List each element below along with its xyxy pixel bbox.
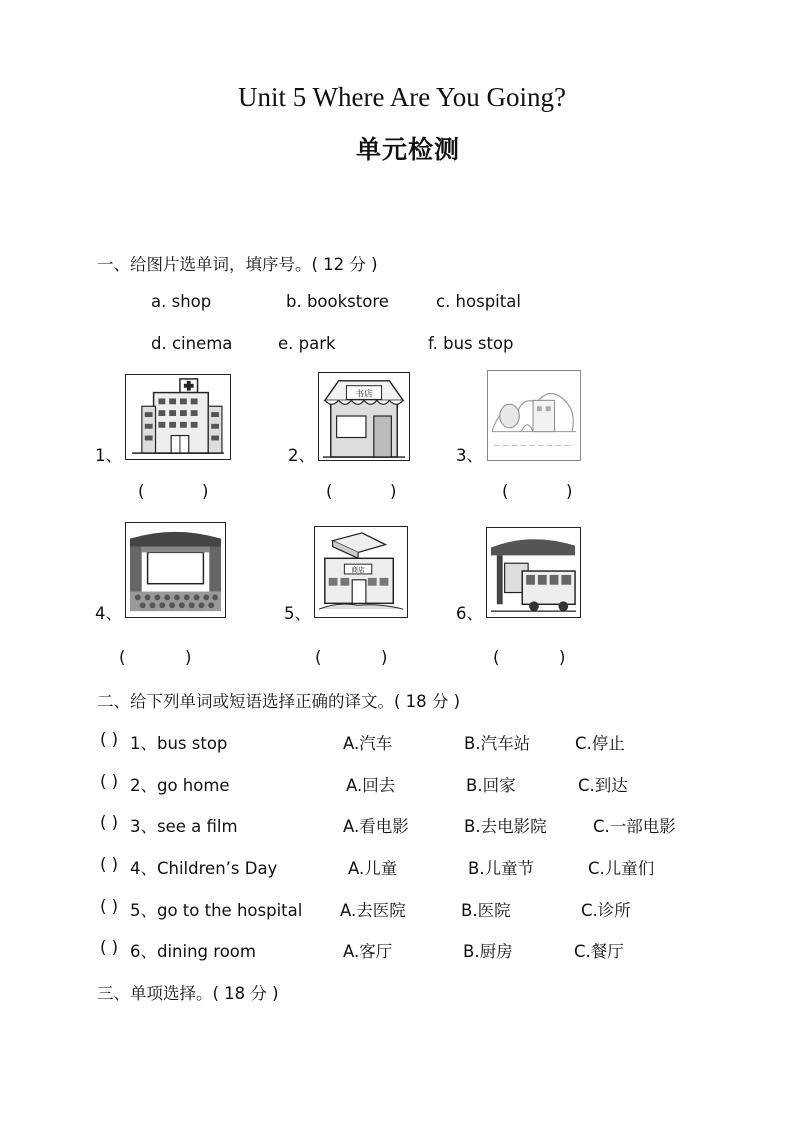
translation-option-6a: A.客厅 bbox=[343, 942, 393, 961]
translation-term-2: 2、go home bbox=[130, 776, 230, 795]
item-number-6: 6、 bbox=[456, 604, 483, 623]
section3-heading: 三、单项选择。( 18 分 ) bbox=[97, 984, 279, 1003]
translation-option-2a: A.回去 bbox=[346, 776, 396, 795]
section2-heading: 二、给下列单词或短语选择正确的译文。( 18 分 ) bbox=[97, 692, 461, 711]
word-option-c: c. hospital bbox=[436, 292, 521, 311]
bookstore-sign: 书店 bbox=[355, 389, 373, 400]
translation-option-3b: B.去电影院 bbox=[464, 817, 547, 836]
item-number-1: 1、 bbox=[95, 446, 122, 465]
word-option-f: f. bus stop bbox=[428, 334, 514, 353]
translation-option-6c: C.餐厅 bbox=[574, 942, 624, 961]
word-option-d: d. cinema bbox=[151, 334, 233, 353]
translation-option-1a: A.汽车 bbox=[343, 734, 393, 753]
item-number-5: 5、 bbox=[284, 604, 311, 623]
translation-term-6: 6、dining room bbox=[130, 942, 256, 961]
translation-option-2b: B.回家 bbox=[466, 776, 516, 795]
word-option-b: b. bookstore bbox=[286, 292, 389, 311]
translation-option-1b: B.汽车站 bbox=[464, 734, 531, 753]
translation-option-5c: C.诊所 bbox=[581, 901, 631, 920]
translation-term-5: 5、go to the hospital bbox=[130, 901, 303, 920]
translation-term-1: 1、bus stop bbox=[130, 734, 228, 753]
page-title: Unit 5 Where Are You Going? bbox=[238, 82, 566, 112]
shop-sign: 商店 bbox=[351, 566, 365, 574]
bus-stop-icon bbox=[486, 527, 581, 618]
hospital-icon bbox=[125, 374, 231, 460]
translation-option-4b: B.儿童节 bbox=[468, 859, 535, 878]
page-subtitle: 单元检测 bbox=[355, 135, 460, 164]
translation-blank-6[interactable]: ( ) bbox=[100, 938, 119, 957]
translation-option-2c: C.到达 bbox=[578, 776, 628, 795]
translation-option-5a: A.去医院 bbox=[340, 901, 406, 920]
translation-option-5b: B.医院 bbox=[461, 901, 511, 920]
translation-term-3: 3、see a film bbox=[130, 817, 238, 836]
park-icon bbox=[487, 370, 581, 461]
translation-option-4c: C.儿童们 bbox=[588, 859, 655, 878]
cinema-icon bbox=[125, 522, 226, 618]
translation-option-3c: C.一部电影 bbox=[593, 817, 676, 836]
translation-blank-4[interactable]: ( ) bbox=[100, 855, 119, 874]
answer-blank-4[interactable]: ( ) bbox=[119, 648, 192, 667]
item-number-4: 4、 bbox=[95, 604, 122, 623]
answer-blank-6[interactable]: ( ) bbox=[493, 648, 566, 667]
item-number-3: 3、 bbox=[456, 446, 483, 465]
section1-heading: 一、给图片选单词，填序号。( 12 分 ) bbox=[97, 255, 378, 274]
translation-blank-2[interactable]: ( ) bbox=[100, 772, 119, 791]
item-number-2: 2、 bbox=[288, 446, 315, 465]
answer-blank-3[interactable]: ( ) bbox=[502, 482, 573, 501]
translation-term-4: 4、Children’s Day bbox=[130, 859, 278, 878]
translation-option-1c: C.停止 bbox=[575, 734, 625, 753]
translation-blank-3[interactable]: ( ) bbox=[100, 813, 119, 832]
word-option-e: e. park bbox=[278, 334, 336, 353]
translation-option-3a: A.看电影 bbox=[343, 817, 409, 836]
answer-blank-1[interactable]: ( ) bbox=[138, 482, 209, 501]
word-option-a: a. shop bbox=[151, 292, 212, 311]
translation-option-6b: B.厨房 bbox=[463, 942, 513, 961]
answer-blank-2[interactable]: ( ) bbox=[326, 482, 397, 501]
translation-option-4a: A.儿童 bbox=[348, 859, 398, 878]
answer-blank-5[interactable]: ( ) bbox=[315, 648, 388, 667]
shop-icon bbox=[314, 526, 408, 618]
translation-blank-1[interactable]: ( ) bbox=[100, 730, 119, 749]
bookstore-icon bbox=[318, 372, 410, 461]
translation-blank-5[interactable]: ( ) bbox=[100, 897, 119, 916]
